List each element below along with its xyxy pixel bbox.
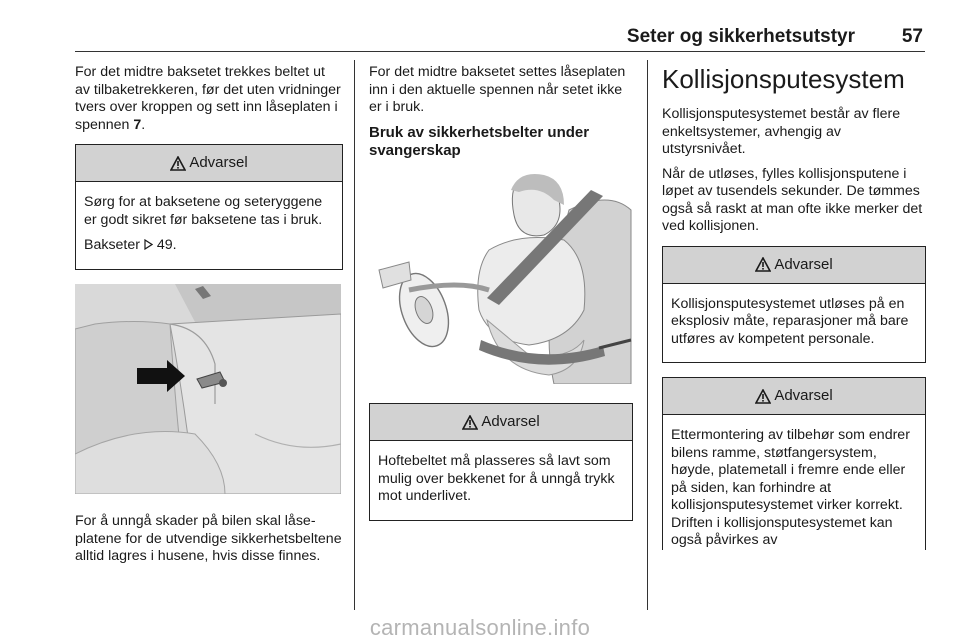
warning-body: [76, 182, 342, 269]
warning-heading: Advarsel: [774, 255, 833, 273]
warning-box: [662, 246, 926, 364]
page-reference-arrow-icon: [144, 239, 153, 250]
section-heading-airbag: Kollisjonsputesystem: [662, 64, 905, 94]
warning-triangle-icon: [755, 389, 771, 404]
column-1: [75, 64, 343, 573]
paragraph-text: For det midtre baksetet trekkes beltet ut av tilbaketrekkeren, før det uten vridninger tvers over kroppen og sett inn låseplaten i spennen: [75, 64, 341, 133]
cross-reference[interactable]: [84, 237, 334, 255]
paragraph-center-seat-belt: [75, 64, 343, 134]
warning-text: Sørg for at baksetene og seteryggene er godt sikret før baksetene tas i bruk.: [84, 194, 323, 228]
warning-header: [663, 247, 925, 284]
buckle-number: 7: [133, 116, 142, 133]
header-rule: [75, 51, 925, 52]
column-divider-1: [354, 60, 355, 610]
warning-text: Kollisjonsputesystemet utløses på en eksplosiv måte, reparasjoner må bare utføres av kompetent personale.: [671, 295, 909, 347]
warning-body: [663, 284, 925, 363]
warning-box-continued: [662, 377, 926, 550]
paragraph-latch-plates: For å unngå skader på bilen skal låseplatene for de utvendige sikkerhetsbeltene alltid lagres i husene, hvis disse finnes.: [75, 513, 342, 564]
page-number: 57: [901, 26, 923, 47]
paragraph-airbag-intro: Kollisjonsputesystemet består av flere enkeltsystemer, avhengig av utstyrsnivået.: [662, 106, 901, 157]
warning-box: [75, 144, 343, 270]
warning-heading: Advarsel: [774, 387, 833, 405]
warning-header: [76, 145, 342, 182]
page-header: [75, 26, 925, 52]
warning-text: Ettermontering av tilbehør som endrer bilens ramme, støtfangersystem, høyde, platemetall i fremre ende eller på siden, kan forhindre at kollisjonsputesystemet virker korrekt. Driften i kollisjonsputesystemet kan også påvirkes av: [671, 427, 910, 548]
column-2: [369, 64, 633, 535]
section-title: Seter og sikkerhetsutstyr: [626, 26, 855, 47]
paragraph-end: .: [141, 116, 146, 133]
paragraph-airbag-deploy: Når de utløses, fylles kollisjonsputene i løpet av tusendels sekunder. De tømmes også så raskt at man ofte ikke merker det ved kollisjonen.: [662, 165, 923, 234]
column-divider-2: [647, 60, 648, 610]
warning-header: [663, 378, 925, 415]
seat-buckle-illustration: [75, 284, 341, 500]
warning-header: [370, 404, 632, 441]
reference-label: Bakseter: [84, 237, 140, 253]
subheading-pregnancy: Bruk av sikkerhetsbelter under svangerskap: [369, 123, 590, 159]
warning-body: [663, 415, 925, 550]
warning-triangle-icon: [755, 257, 771, 272]
warning-triangle-icon: [462, 415, 478, 430]
warning-heading: Advarsel: [481, 413, 540, 431]
paragraph-center-latch: For det midtre baksetet settes låseplaten inn i den aktuelle spennen når setet ikke er i bruk.: [369, 64, 626, 115]
warning-text: Hoftebeltet må plasseres så lavt som mulig over bekkenet for å unngå trykk mot underlivet.: [378, 453, 615, 504]
warning-heading: Advarsel: [189, 154, 248, 172]
reference-page: 49.: [156, 237, 177, 253]
warning-triangle-icon: [170, 156, 186, 171]
warning-body: [370, 441, 632, 520]
watermark-logo: carmanualsonline.info: [369, 615, 591, 640]
column-3: [662, 64, 926, 550]
warning-box: [369, 403, 633, 521]
pregnant-driver-illustration: [369, 170, 635, 390]
